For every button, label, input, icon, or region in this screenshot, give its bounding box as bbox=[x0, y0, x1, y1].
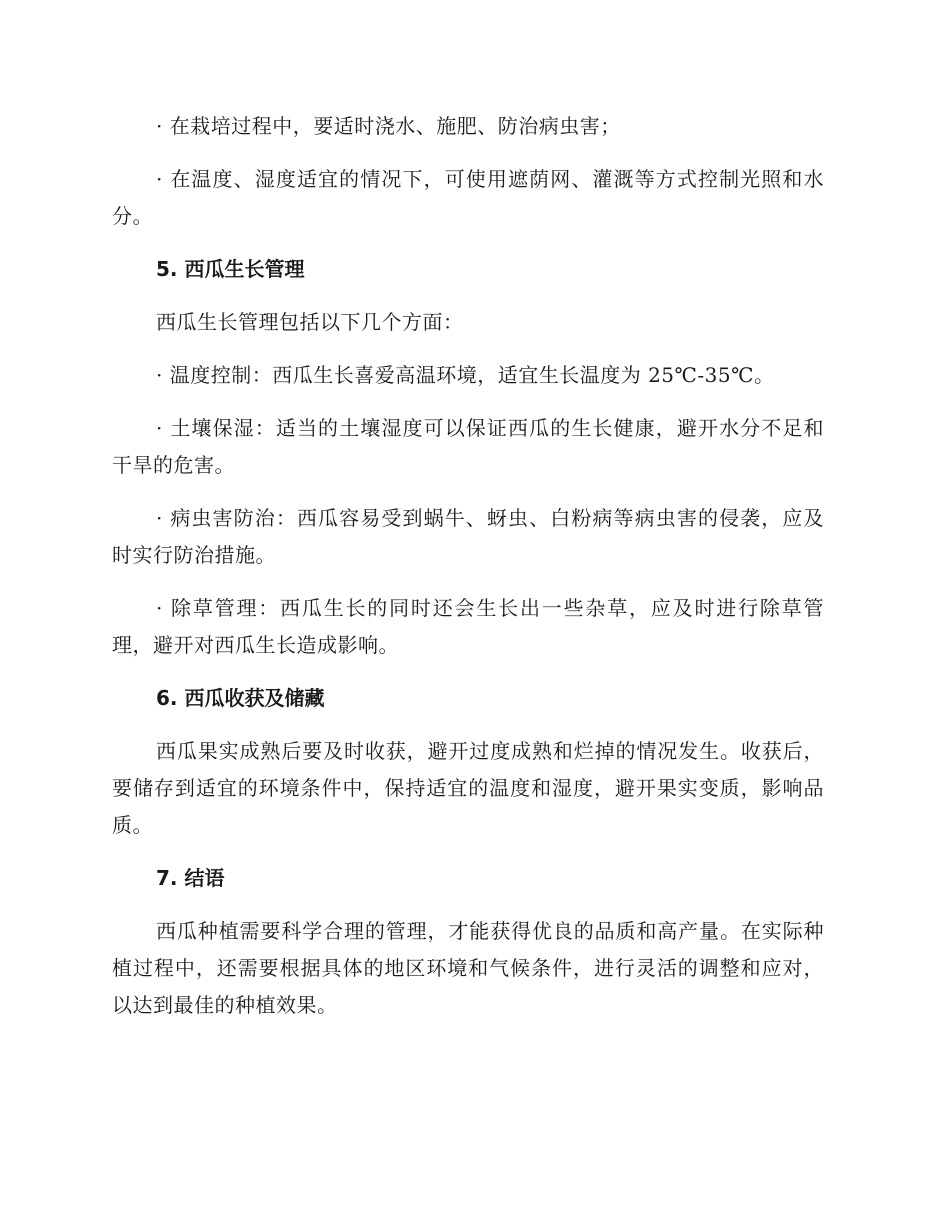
body-paragraph: 西瓜种植需要科学合理的管理，才能获得优良的品质和高产量。在实际种植过程中，还需要根据具体的地区环境和气候条件，进行灵活的调整和应对，以达到最佳的种植效果。 bbox=[112, 919, 824, 1017]
bullet-paragraph: · 在温度、湿度适宜的情况下，可使用遮荫网、灌溉等方式控制光照和水分。 bbox=[112, 167, 824, 228]
bullet-paragraph: · 除草管理：西瓜生长的同时还会生长出一些杂草，应及时进行除草管理，避开对西瓜生长造成影响。 bbox=[112, 596, 824, 657]
body-paragraph: 西瓜生长管理包括以下几个方面： bbox=[156, 310, 464, 334]
section-heading: 6. 西瓜收获及储藏 bbox=[156, 686, 325, 710]
bullet-paragraph: · 温度控制：西瓜生长喜爱高温环境，适宜生长温度为 25℃-35℃。 bbox=[156, 363, 775, 387]
section-heading: 5. 西瓜生长管理 bbox=[156, 257, 305, 281]
section-heading: 7. 结语 bbox=[156, 866, 225, 890]
bullet-paragraph: · 在栽培过程中，要适时浇水、施肥、防治病虫害； bbox=[156, 114, 621, 138]
body-paragraph: 西瓜果实成熟后要及时收获，避开过度成熟和烂掉的情况发生。收获后，要储存到适宜的环境条件中，保持适宜的温度和湿度，避开果实变质，影响品质。 bbox=[112, 739, 824, 837]
bullet-paragraph: · 病虫害防治：西瓜容易受到蜗牛、蚜虫、白粉病等病虫害的侵袭，应及时实行防治措施。 bbox=[112, 506, 824, 567]
bullet-paragraph: · 土壤保湿：适当的土壤湿度可以保证西瓜的生长健康，避开水分不足和干旱的危害。 bbox=[112, 416, 824, 477]
document-page bbox=[112, 108, 824, 1040]
